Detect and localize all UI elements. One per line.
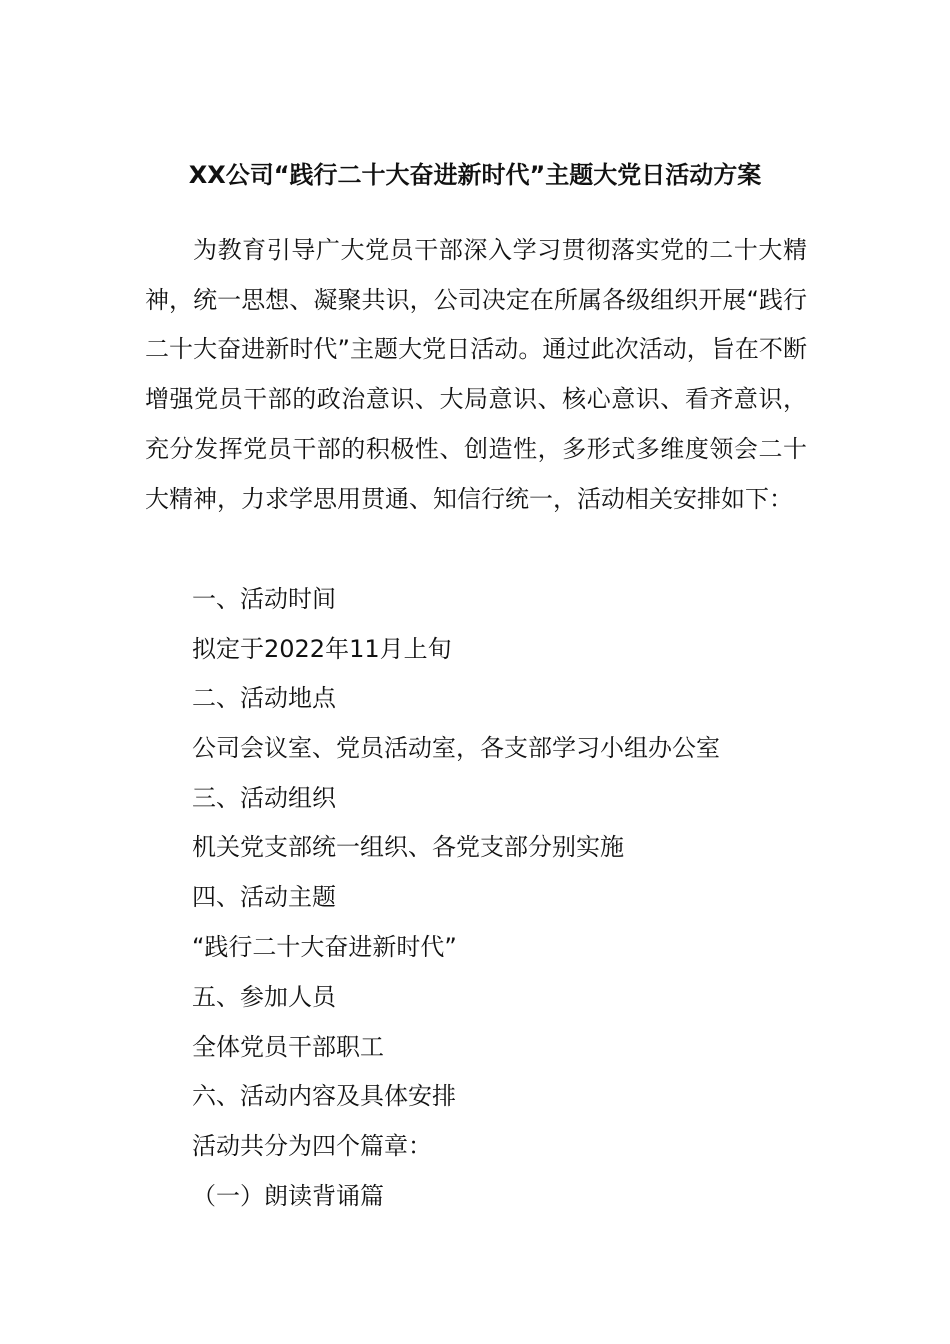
section-content-location: 公司会议室、党员活动室，各支部学习小组办公室 [192, 734, 720, 762]
section-content-theme: “践行二十大奋进新时代” [192, 933, 457, 961]
section-content-arrangement: 活动共分为四个篇章： [192, 1132, 432, 1160]
section-heading-theme: 四、活动主题 [192, 883, 336, 911]
document-title: XX公司“践行二十大奋进新时代”主题大党日活动方案 [188, 161, 762, 189]
section-heading-arrangement: 六、活动内容及具体安排 [192, 1082, 456, 1110]
section-heading-time: 一、活动时间 [192, 585, 336, 613]
section-heading-participants: 五、参加人员 [192, 983, 336, 1011]
section-content-organization: 机关党支部统一组织、各党支部分别实施 [192, 833, 624, 861]
section-heading-organization: 三、活动组织 [192, 784, 336, 812]
section-content-time: 拟定于2022年11月上旬 [192, 635, 452, 663]
section-content-participants: 全体党员干部职工 [192, 1033, 384, 1061]
section-heading-location: 二、活动地点 [192, 684, 336, 712]
subsection-heading: （一）朗读背诵篇 [192, 1182, 384, 1210]
intro-paragraph: 为教育引导广大党员干部深入学习贯彻落实党的二十大精神，统一思想、凝聚共识，公司决定在所属各级组织开展“践行二十大奋进新时代”主题大党日活动。通过此次活动，旨在不断增强党员干部的政治意识、大局意识、核心意识、看齐意识，充分发挥党员干部的积极性、创造性，多形式多维度领会二十大精神，力求学思用贯通、知信行统一，活动相关安排如下： [145, 236, 807, 513]
